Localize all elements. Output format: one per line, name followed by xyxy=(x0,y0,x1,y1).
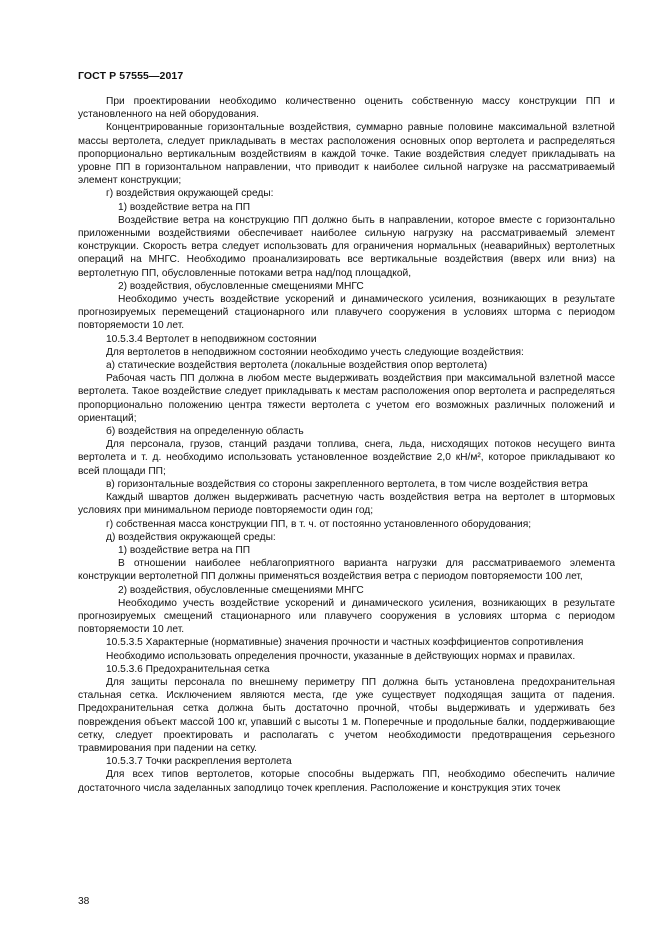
paragraph: Концентрированные горизонтальные воздействия, суммарно равные половине максимальной взлетной массы вертолета, следует прикладывать в местах расположения основных опор вертолета и распределяться пропорционально вертикальным воздействиям в каждой точке. Такие воздействия следует прикладывать на уровне ПП в горизонтальном направлении, что приводит к наиболее сильной нагрузке на рассматриваемый элемент конструкции; xyxy=(78,122,615,187)
paragraph: 10.5.3.6 Предохранительная сетка xyxy=(106,663,270,675)
document-header: ГОСТ Р 57555—2017 xyxy=(78,70,184,82)
paragraph: 1) воздействие ветра на ПП xyxy=(118,201,251,213)
paragraph: 1) воздействие ветра на ПП xyxy=(118,544,251,556)
paragraph: 10.5.3.7 Точки раскрепления вертолета xyxy=(106,756,292,768)
paragraph: При проектировании необходимо количественно оценить собственную массу конструкции ПП и установленного на ней оборудования. xyxy=(78,96,615,121)
paragraph: Для персонала, грузов, станций раздачи топлива, снега, льда, нисходящих потоков несущего винта вертолета и т. д. необходимо использовать установленное воздействие 2,0 кН/м², которое прикладывают ко всей площади ПП; xyxy=(78,439,615,477)
paragraph: а) статические воздействия вертолета (локальные воздействия опор вертолета) xyxy=(106,360,488,372)
paragraph: г) собственная масса конструкции ПП, в т. ч. от постоянно установленного оборудования; xyxy=(106,518,532,530)
paragraph: В отношении наиболее неблагоприятного варианта нагрузки для рассматриваемого элемента конструкции вертолетной ПП должны применяться воздействия ветра с периодом повторяемости 100 лет, xyxy=(78,558,615,583)
paragraph: Необходимо учесть воздействие ускорений и динамического усиления, возникающих в результате прогнозируемых перемещений стационарного или плавучего сооружения в условиях шторма с периодом повторяемости 10 лет. xyxy=(78,294,615,332)
paragraph: Рабочая часть ПП должна в любом месте выдерживать воздействия при максимальной взлетной массе вертолета. Такое воздействие следует прикладывать к местам расположения опор вертолета и распределяться пропорционально положению центра тяжести вертолета с учетом его возможных различных положений и ориентаций; xyxy=(78,373,615,424)
paragraph: в) горизонтальные воздействия со стороны закрепленного вертолета, в том числе воздействия ветра xyxy=(106,478,588,490)
paragraph: Каждый швартов должен выдерживать расчетную часть воздействия ветра на вертолет в штормовых условиях при минимальном периоде повторяемости один год; xyxy=(78,492,615,517)
paragraph: 10.5.3.4 Вертолет в неподвижном состоянии xyxy=(106,333,317,345)
paragraph: г) воздействия окружающей среды: xyxy=(106,188,274,200)
paragraph: 10.5.3.5 Характерные (нормативные) значения прочности и частных коэффициентов сопротивления xyxy=(106,637,584,649)
paragraph: Воздействие ветра на конструкцию ПП должно быть в направлении, которое вместе с горизонтально приложенными воздействиями обеспечивает наиболее сильную нагрузку на рассматриваемый элемент конструкции. Скорость ветра следует использовать для ограничения нормальных (неаварийных) вертолетных операций на МНГС. Необходимо проанализировать все вертикальные воздействия (вверх или вниз) на вертолетную ПП, обусловленные потоками ветра над/под площадкой, xyxy=(78,214,615,279)
paragraph: Для всех типов вертолетов, которые способны выдержать ПП, необходимо обеспечить наличие достаточного числа заделанных заподлицо точек крепления. Расположение и конструкция этих точек xyxy=(78,769,615,794)
paragraph: Для вертолетов в неподвижном состоянии необходимо учесть следующие воздействия: xyxy=(106,346,524,358)
paragraph: Необходимо учесть воздействие ускорений и динамического усиления, возникающих в результате прогнозируемых смещений стационарного или плавучего сооружения в условиях шторма с периодом повторяемости 10 лет. xyxy=(78,597,615,636)
paragraph: д) воздействия окружающей среды: xyxy=(106,531,276,543)
paragraph: 2) воздействия, обусловленные смещениями МНГС xyxy=(118,584,364,596)
paragraph: Для защиты персонала по внешнему периметру ПП должна быть установлена предохранительная стальная сетка. Исключением являются места, где уже существует подходящая защита от падения. Предохранительная сетка должна быть достаточно прочной, чтобы выдерживать и удерживать без повреждения объект массой 100 кг, упавший с высоты 1 м. Поперечные и продольные балки, поддерживающие сетку, следует проектировать и располагать с учетом необходимости предотвращения серьезного травмирования при падении на сетку. xyxy=(78,676,615,754)
page-number: 38 xyxy=(78,896,90,907)
document-body xyxy=(78,95,615,795)
paragraph: б) воздействия на определенную область xyxy=(106,426,304,438)
paragraph: 2) воздействия, обусловленные смещениями МНГС xyxy=(118,280,364,292)
paragraph: Необходимо использовать определения прочности, указанные в действующих нормах и правилах. xyxy=(106,650,576,662)
